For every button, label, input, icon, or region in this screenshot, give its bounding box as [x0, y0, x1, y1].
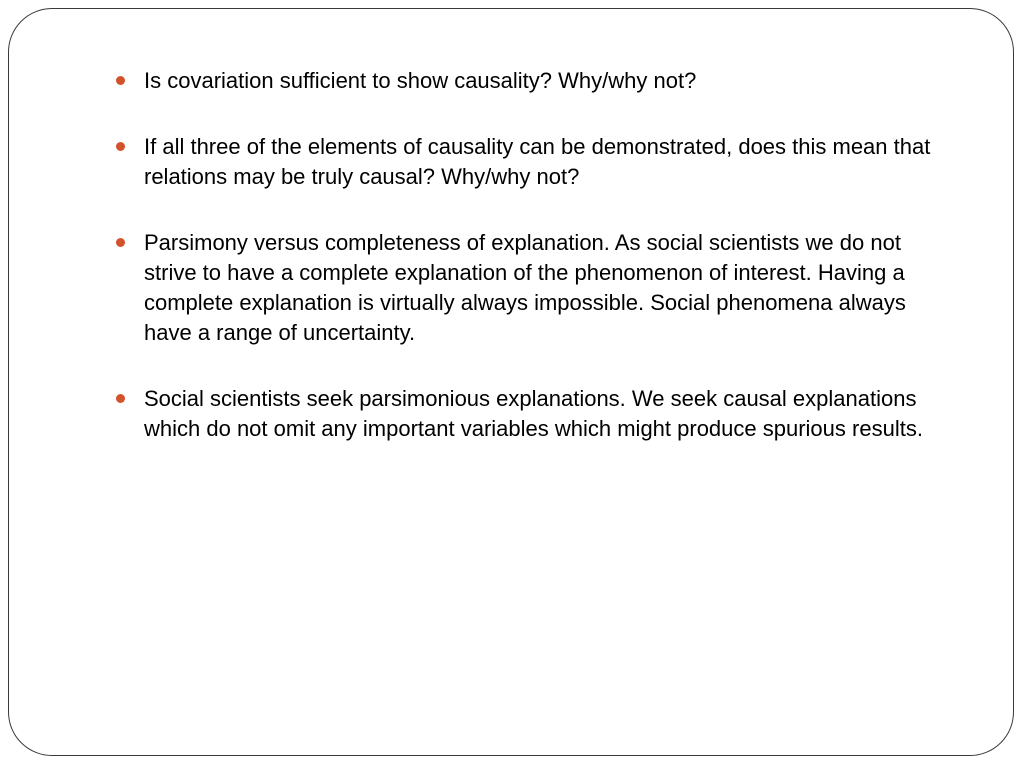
bullet-text: Social scientists seek parsimonious explanations. We seek causal explanations which do not omit any important variables which might produce spurious results.: [144, 386, 923, 441]
bullet-text: Is covariation sufficient to show causality? Why/why not?: [144, 68, 697, 93]
bullet-dot-icon: [116, 394, 125, 403]
bullet-item-social-scientists: [114, 384, 950, 444]
bullet-item-parsimony: [114, 228, 950, 348]
bullet-item-elements-of-causality: [114, 132, 950, 192]
bullet-text: Parsimony versus completeness of explanation. As social scientists we do not strive to have a complete explanation of the phenomenon of interest. Having a complete explanation is virtually always impossible. Social phenomena always have a range of uncertainty.: [144, 230, 906, 345]
bullet-text: If all three of the elements of causality can be demonstrated, does this mean that relations may be truly causal? Why/why not?: [144, 134, 931, 189]
bullet-dot-icon: [116, 238, 125, 247]
slide-content: [114, 66, 950, 480]
bullet-dot-icon: [116, 76, 125, 85]
bullet-list: [114, 66, 950, 444]
bullet-item-covariation: [114, 66, 950, 96]
bullet-dot-icon: [116, 142, 125, 151]
